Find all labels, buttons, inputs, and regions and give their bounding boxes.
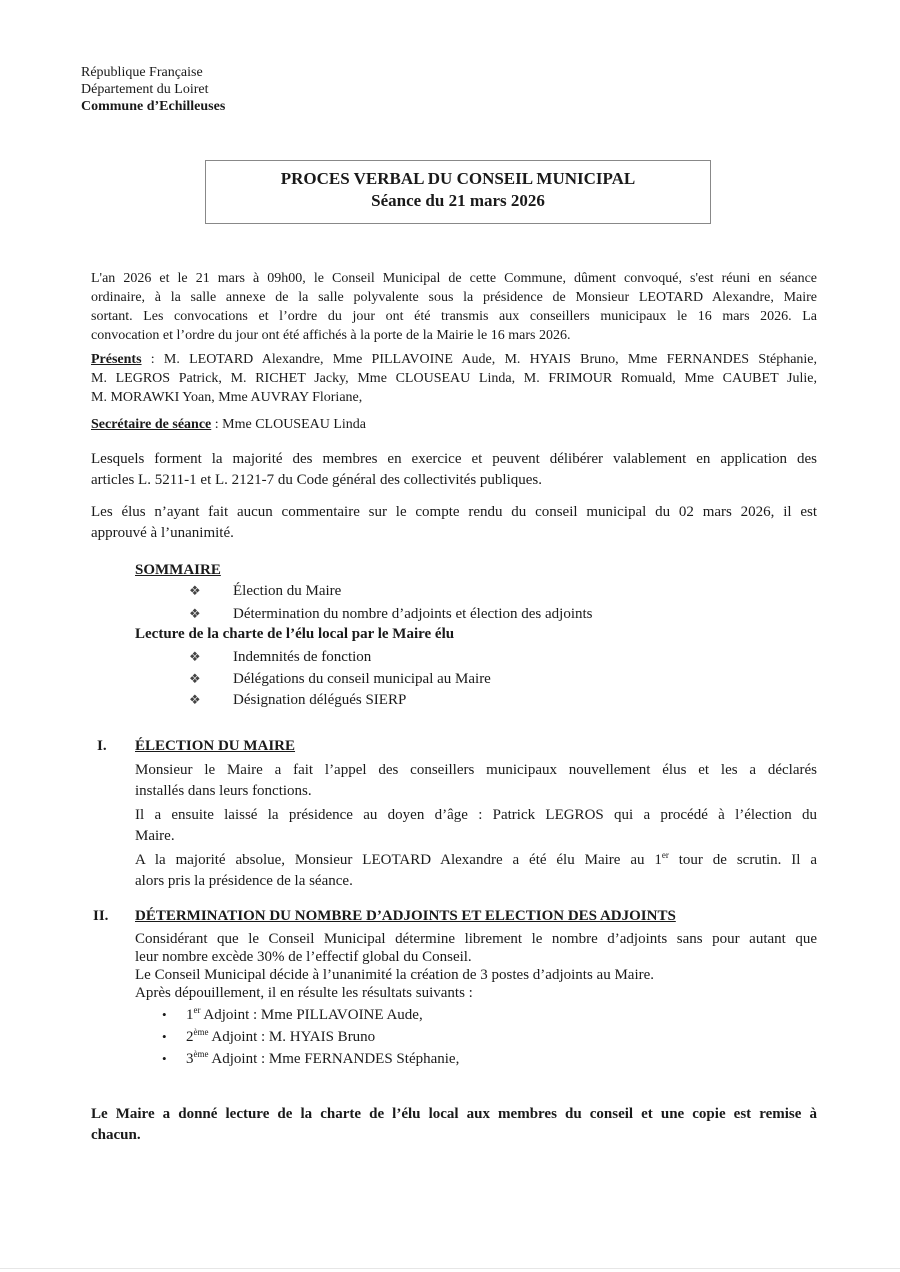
diamond-bullet-icon: ❖ — [189, 583, 201, 598]
approval-line: approuvé à l’unanimité. — [91, 525, 234, 541]
section2-line: Considérant que le Conseil Municipal détermine librement le nombre d’adjoints sans pour autant que — [135, 931, 817, 947]
diamond-bullet-icon: ❖ — [189, 649, 201, 664]
presents-line: M. MORAWKI Yoan, Mme AUVRAY Floriane, — [91, 390, 363, 405]
sommaire-item — [189, 580, 341, 602]
section1-line: Maire. — [135, 828, 175, 844]
page-bottom-edge — [0, 1268, 900, 1269]
adjoint-text: Adjoint : M. HYAIS Bruno — [208, 1029, 376, 1045]
intro-line: sortant. Les convocations et l’ordre du jour ont été transmis aux conseillers municipaux le 16 mars 2026. La — [91, 309, 817, 324]
adjoint-sup: ème — [193, 1049, 209, 1059]
section2-line: leur nombre excède 30% de l’effectif global du Conseil. — [135, 949, 472, 965]
presents-line: M. LEGROS Patrick, M. RICHET Jacky, Mme CLOUSEAU Linda, M. FRIMOUR Romuald, Mme CAUBET Julie, — [91, 371, 817, 386]
adjoint-item — [162, 1004, 459, 1026]
header-commune: Commune d’Echilleuses — [81, 99, 226, 114]
session-date: Séance du 21 mars 2026 — [371, 191, 545, 210]
adjoint-item — [162, 1026, 459, 1048]
section1-line: installés dans leurs fonctions. — [135, 783, 312, 799]
adjoint-sup: er — [193, 1005, 201, 1015]
section1-heading: ÉLECTION DU MAIRE — [135, 738, 296, 754]
sommaire-title — [135, 560, 221, 581]
section1-line: alors pris la présidence de la séance. — [135, 873, 353, 889]
presents-paragraph — [91, 350, 817, 407]
bullet-icon: • — [162, 1051, 167, 1066]
adjoint-num: 2 — [186, 1029, 194, 1045]
adjoint-item — [162, 1048, 459, 1070]
secretaire-line — [91, 415, 366, 434]
adjoint-text: Adjoint : Mme PILLAVOINE Aude, — [200, 1007, 423, 1023]
presents-sep: : — [141, 352, 164, 367]
adjoint-sup: ème — [193, 1027, 209, 1037]
sommaire-item-text: Délégations du conseil municipal au Maire — [233, 671, 491, 687]
section2-heading: DÉTERMINATION DU NOMBRE D’ADJOINTS ET ELECTION DES ADJOINTS — [135, 908, 676, 924]
closing-line: Le Maire a donné lecture de la charte de l’élu local aux membres du conseil et une copie est remise à — [91, 1106, 817, 1122]
approval-paragraph — [91, 502, 817, 544]
section1-line — [135, 850, 817, 871]
section2-line: Après dépouillement, il en résulte les résultats suivants : — [135, 985, 473, 1001]
section1-body — [135, 760, 817, 892]
secretaire-sep: : — [211, 417, 223, 432]
intro-line: ordinaire, à la salle annexe de la salle polyvalente sous la présidence de Monsieur LEOTARD Alexandre, Maire — [91, 290, 817, 305]
bullet-icon: • — [162, 1007, 167, 1022]
adjoint-text: Adjoint : Mme FERNANDES Stéphanie, — [208, 1051, 460, 1067]
diamond-bullet-icon: ❖ — [189, 671, 201, 686]
secretaire-label: Secrétaire de séance — [91, 417, 212, 432]
intro-line: L'an 2026 et le 21 mars à 09h00, le Conseil Municipal de cette Commune, dûment convoqué, s'est réuni en séance — [91, 271, 817, 286]
sommaire-item — [189, 668, 491, 690]
section1-p3-sup: er — [661, 850, 669, 860]
quorum-line: Lesquels forment la majorité des membres en exercice et peuvent délibérer valablement en application des — [91, 451, 817, 467]
section2-number: II. — [93, 908, 109, 924]
sommaire-title-text: SOMMAIRE — [135, 562, 221, 578]
commune-header — [81, 64, 225, 115]
approval-line: Les élus n’ayant fait aucun commentaire sur le compte rendu du conseil municipal du 02 mars 2026, il est — [91, 504, 817, 520]
sommaire-item-text: Détermination du nombre d’adjoints et élection des adjoints — [233, 606, 593, 622]
diamond-bullet-icon: ❖ — [189, 692, 201, 707]
adjoints-list — [162, 1004, 459, 1070]
intro-line: convocation et l’ordre du jour ont été affichés à la porte de la Mairie le 16 mars 2026. — [91, 328, 571, 343]
intro-paragraph — [91, 269, 817, 345]
quorum-line: articles L. 5211-1 et L. 2121-7 du Code général des collectivités publiques. — [91, 472, 542, 488]
presents-line — [91, 350, 817, 369]
closing-paragraph — [91, 1104, 817, 1146]
document-title-box — [205, 160, 711, 224]
sommaire-item-text: Élection du Maire — [233, 583, 342, 599]
header-republique: République Française — [81, 65, 203, 80]
presents-names: M. LEOTARD Alexandre, Mme PILLAVOINE Aude, M. HYAIS Bruno, Mme FERNANDES Stéphanie, — [163, 352, 818, 367]
section1-line: Monsieur le Maire a fait l’appel des conseillers municipaux nouvellement élus et les a déclarés — [135, 762, 817, 778]
document-title: PROCES VERBAL DU CONSEIL MUNICIPAL — [280, 169, 636, 188]
bullet-icon: • — [162, 1029, 167, 1044]
quorum-paragraph — [91, 449, 817, 491]
section1-p3-pre: A la majorité absolue, Monsieur LEOTARD Alexandre a été élu Maire au 1 — [135, 852, 662, 868]
sommaire-item — [189, 646, 371, 668]
sommaire-item-text: Désignation délégués SIERP — [233, 692, 407, 708]
presents-label: Présents — [91, 352, 142, 367]
adjoint-num: 1 — [186, 1007, 194, 1023]
adjoint-num: 3 — [186, 1051, 194, 1067]
section2-body — [135, 930, 817, 1002]
closing-line: chacun. — [91, 1127, 141, 1143]
section1-line: Il a ensuite laissé la présidence au doyen d’âge : Patrick LEGROS qui a procédé à l’élection du — [135, 807, 817, 823]
sommaire-item — [189, 689, 406, 711]
section2-line: Le Conseil Municipal décide à l’unanimité la création de 3 postes d’adjoints au Maire. — [135, 967, 655, 983]
secretaire-value: Mme CLOUSEAU Linda — [222, 417, 367, 432]
sommaire-item — [189, 603, 593, 625]
sommaire-item-text: Indemnités de fonction — [233, 649, 372, 665]
section1-number: I. — [97, 738, 107, 754]
header-departement: Département du Loiret — [81, 82, 209, 97]
diamond-bullet-icon: ❖ — [189, 606, 201, 621]
section1-p3-post: tour de scrutin. Il a — [668, 852, 817, 868]
sommaire-charter: Lecture de la charte de l’élu local par le Maire élu — [135, 626, 455, 642]
